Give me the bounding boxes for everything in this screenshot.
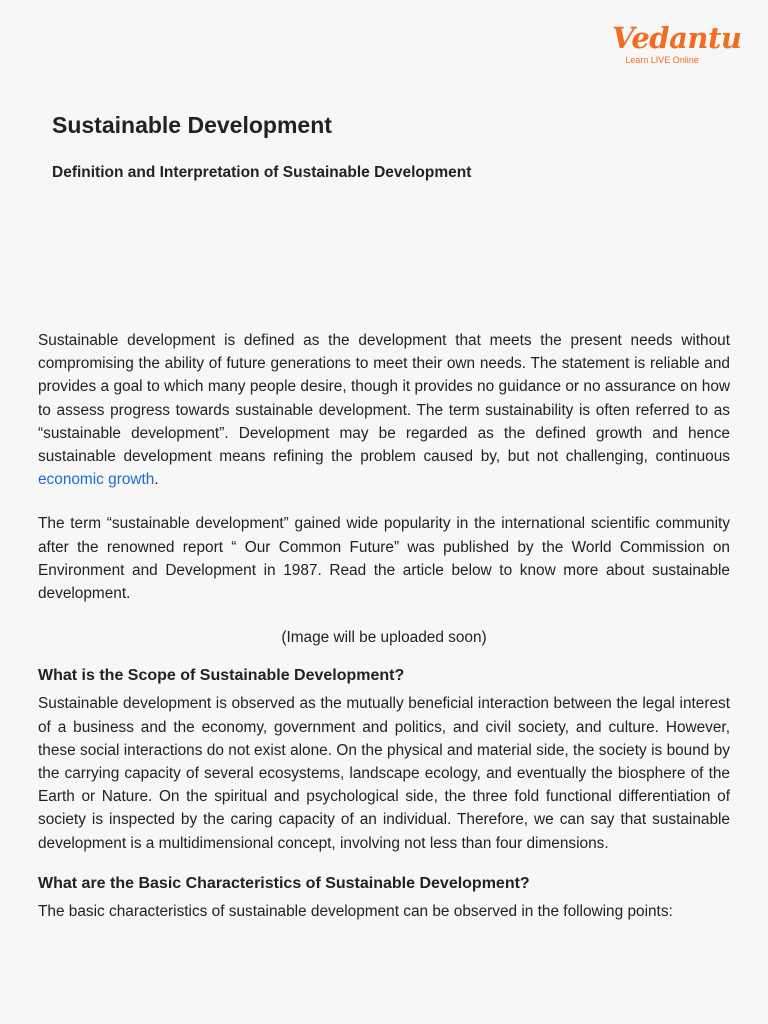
- vedantu-logo: [612, 21, 742, 65]
- logo-wordmark: Vedantu: [612, 21, 742, 55]
- article-body: [38, 329, 730, 923]
- intro-text: Sustainable development is defined as the development that meets the present needs without compromising the ability of future generations to meet their own needs. The statement is reliable and provides a goal to which many people desire, though it provides no guidance or no assurance on how to assess progress towards sustainable development. The term sustainability is often referred to as “sustainable development”. Development may be regarded as the defined growth and hence sustainable development means refining the problem caused by, but not challenging, continuous: [38, 332, 730, 466]
- popularity-paragraph: The term “sustainable development” gained wide popularity in the international scientific community after the renowned report “ Our Common Future” was published by the World Commission on Environment and Development in 1987. Read the article below to know more about sustainable development.: [38, 515, 730, 603]
- logo-tagline: Learn LIVE Online: [625, 55, 699, 65]
- image-placeholder-note: (Image will be uploaded soon): [281, 629, 487, 647]
- economic-growth-link[interactable]: economic growth: [38, 471, 155, 489]
- characteristics-intro: The basic characteristics of sustainable development can be observed in the following points:: [38, 902, 673, 920]
- characteristics-heading: What are the Basic Characteristics of Sustainable Development?: [38, 874, 530, 892]
- section-subtitle: Definition and Interpretation of Sustainable Development: [52, 164, 472, 181]
- page-title: Sustainable Development: [52, 112, 332, 138]
- scope-paragraph: Sustainable development is observed as the mutually beneficial interaction between the legal interest of a business and the economy, government and politics, and civil society, and culture. However, these social interactions do not exist alone. On the physical and material side, the society is bound by the carrying capacity of several ecosystems, landscape ecology, and eventually the biosphere of the Earth or Nature. On the spiritual and psychological side, the three fold functional differentiation of society is inspected by the caring capacity of an individual. Therefore, we can say that sustainable development is a multidimensional concept, involving not less than four dimensions.: [38, 695, 730, 852]
- intro-end: .: [154, 471, 159, 489]
- scope-heading: What is the Scope of Sustainable Development?: [38, 667, 405, 685]
- intro-paragraph: [38, 329, 730, 491]
